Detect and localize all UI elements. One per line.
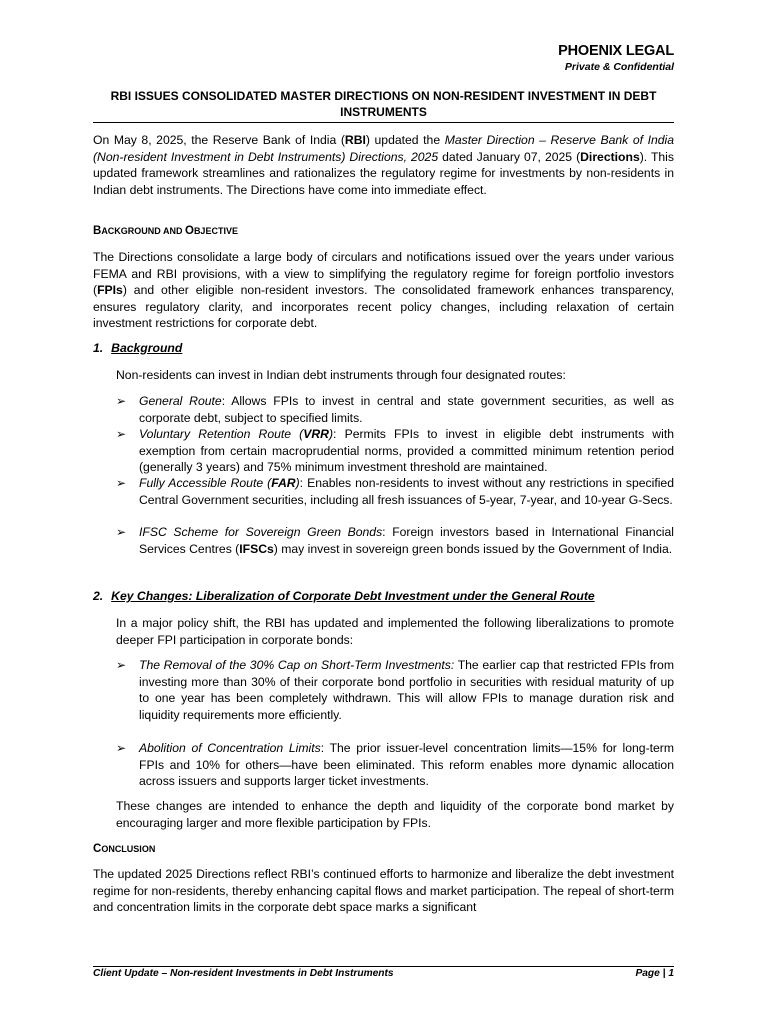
arrow-bullet-icon: ➢ [116, 394, 127, 408]
arrow-bullet-icon: ➢ [116, 741, 127, 755]
intro-paragraph [93, 132, 674, 198]
arrow-bullet-icon: ➢ [116, 476, 127, 490]
firm-name: PHOENIX LEGAL [558, 43, 674, 59]
intro-direction-name: Master Direction – Reserve Bank of India (Non-resident Investment in Debt Instruments) Directions, 2025 [93, 133, 675, 164]
page-number: Page | 1 [635, 968, 674, 979]
intro-text: ) updated the [365, 133, 445, 147]
intro-text: ). This updated framework streamlines and rationalizes the regulatory regime for investments by non-residents in Indian debt instruments. The Directions have come into immediate effect. [93, 149, 674, 197]
list-item: ➢ Fully Accessible Route (FAR): Enables non-residents to invest without any restrictions in specified Central Government securities, including all fresh issuances of 5-year, 7-year, and 10-year G-Secs. [116, 476, 674, 507]
item2-lead: In a major policy shift, the RBI has updated and implemented the following liberalizations to promote deeper FPI participation in corporate bonds: [116, 616, 674, 647]
arrow-bullet-icon: ➢ [116, 525, 127, 539]
item2-heading: 2. Key Changes: Liberalization of Corporate Debt Investment under the General Route [93, 589, 595, 603]
item1-heading: 1. Background [93, 341, 183, 355]
item1-lead: Non-residents can invest in Indian debt instruments through four designated routes: [116, 368, 566, 382]
list-item: ➢ Abolition of Concentration Limits: The prior issuer-level concentration limits—15% for long-term FPIs and 10% for others—have been eliminated. This reform enables more dynamic allocation across issuers and supports larger ticket investments. [116, 741, 674, 788]
intro-abbr-directions: Directions [580, 149, 640, 164]
section-heading-background-objective: BACKGROUND AND OBJECTIVE [93, 225, 238, 237]
document-title: RBI ISSUES CONSOLIDATED MASTER DIRECTIONS ON NON-RESIDENT INVESTMENT IN DEBT INSTRUMENTS [110, 89, 657, 119]
list-item: ➢ General Route: Allows FPIs to invest in central and state government securities, as well as corporate debt, subject to specified limits. [116, 394, 674, 425]
list-item: ➢ IFSC Scheme for Sovereign Green Bonds: Foreign investors based in International Financial Services Centres (IFSCs) may invest in sovereign green bonds issued by the Government of India. [116, 525, 674, 556]
item2-closing: These changes are intended to enhance the depth and liquidity of the corporate bond market by encouraging larger and more flexible participation by FPIs. [116, 799, 674, 830]
footer-title: Client Update – Non-resident Investments in Debt Instruments [93, 968, 394, 979]
list-item: ➢ Voluntary Retention Route (VRR): Permits FPIs to invest in eligible debt instruments with exemption from certain macroprudential norms, provided a committed minimum retention period (generally 3 years) and 75% minimum investment threshold are maintained. [116, 427, 674, 474]
abbr-fpis: FPIs [97, 283, 123, 297]
intro-abbr-rbi: RBI [344, 133, 366, 147]
section-heading-conclusion: CONCLUSION [93, 843, 156, 855]
footer-rule [93, 966, 674, 967]
arrow-bullet-icon: ➢ [116, 427, 127, 441]
title-rule [93, 122, 674, 123]
list-item: ➢ The Removal of the 30% Cap on Short-Term Investments: The earlier cap that restricted FPIs from investing more than 30% of their corporate bond portfolio in securities with residual maturity of up to one year has been completely withdrawn. This will allow FPIs to manage duration risk and liquidity requirements more efficiently. [116, 658, 674, 722]
confidential-label: Private & Confidential [564, 61, 674, 73]
arrow-bullet-icon: ➢ [116, 658, 127, 672]
background-paragraph: The Directions consolidate a large body of circulars and notifications issued over the years under various FEMA and RBI provisions, with a view to simplifying the regulatory regime for foreign portfolio investors (FPIs) and other eligible non-resident investors. The consolidated framework enhances transparency, ensures regulatory clarity, and incorporates recent policy changes, including relaxation of certain investment restrictions for corporate debt. [93, 250, 674, 330]
conclusion-paragraph: The updated 2025 Directions reflect RBI’s continued efforts to harmonize and liberalize the debt investment regime for non-residents, thereby enhancing capital flows and market participation. The repeal of short-term and concentration limits in the corporate debt space marks a significant [93, 867, 674, 914]
intro-text: dated January 07, 2025 ( [438, 149, 581, 164]
intro-text: On May 8, 2025, the Reserve Bank of India ( [93, 133, 345, 147]
